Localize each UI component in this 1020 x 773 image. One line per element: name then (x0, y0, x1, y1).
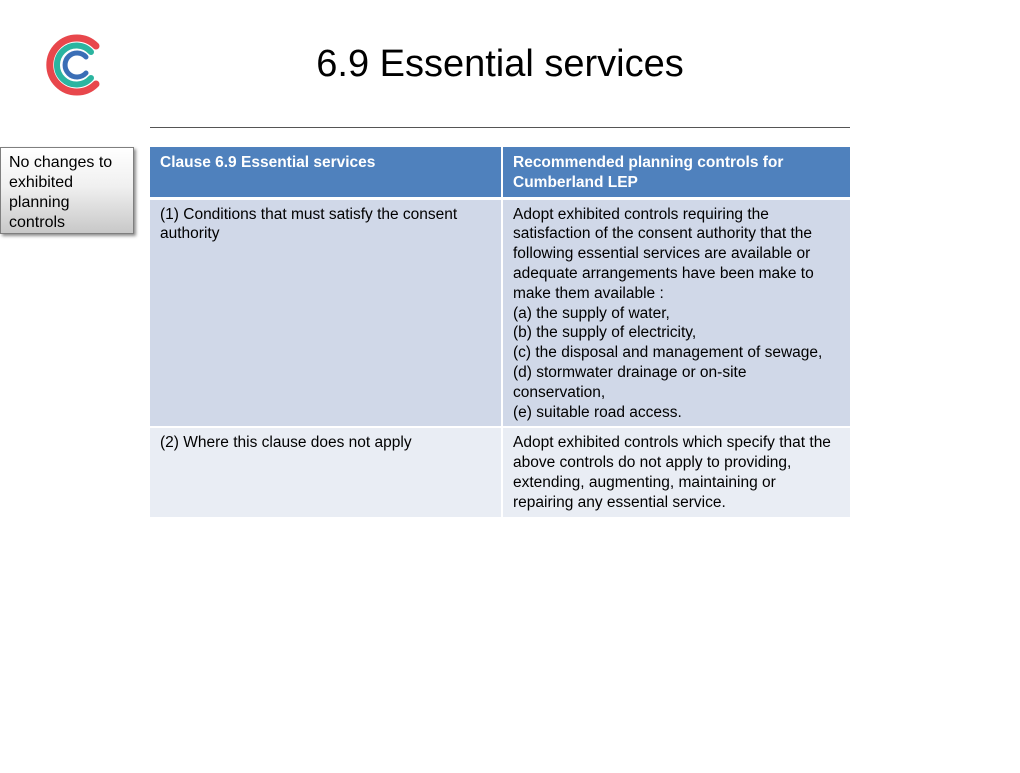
header-clause: Clause 6.9 Essential services (150, 147, 502, 198)
recommendation-item: (a) the supply of water, (513, 304, 670, 322)
no-changes-callout (0, 147, 134, 234)
recommendation-item: (b) the supply of electricity, (513, 324, 697, 342)
callout-text: No changes to exhibited planning controls (9, 154, 113, 231)
recommendation-item: (d) stormwater drainage or on-site conservation, (513, 363, 747, 401)
planning-controls-table (150, 147, 850, 519)
title-divider (150, 127, 850, 128)
row-recommendation (502, 198, 850, 427)
row-recommendation: Adopt exhibited controls which specify that the above controls do not apply to providing, extending, augmenting, maintaining or repairing any essential service. (502, 427, 850, 517)
row-clause: (2) Where this clause does not apply (150, 427, 502, 517)
table-header-row (150, 147, 850, 198)
council-c-logo-icon (44, 32, 104, 98)
row-clause: (1) Conditions that must satisfy the consent authority (150, 198, 502, 427)
slide-title: 6.9 Essential services (316, 43, 684, 85)
table-row (150, 427, 850, 517)
header-recommendation: Recommended planning controls for Cumberland LEP (502, 147, 850, 198)
table-row (150, 198, 850, 427)
recommendation-item: (c) the disposal and management of sewage, (513, 344, 823, 362)
recommendation-item: (e) suitable road access. (513, 403, 682, 421)
recommendation-intro: Adopt exhibited controls requiring the satisfaction of the consent authority that the following essential services are available or adequate arrangements have been make to make them available : (513, 205, 814, 302)
